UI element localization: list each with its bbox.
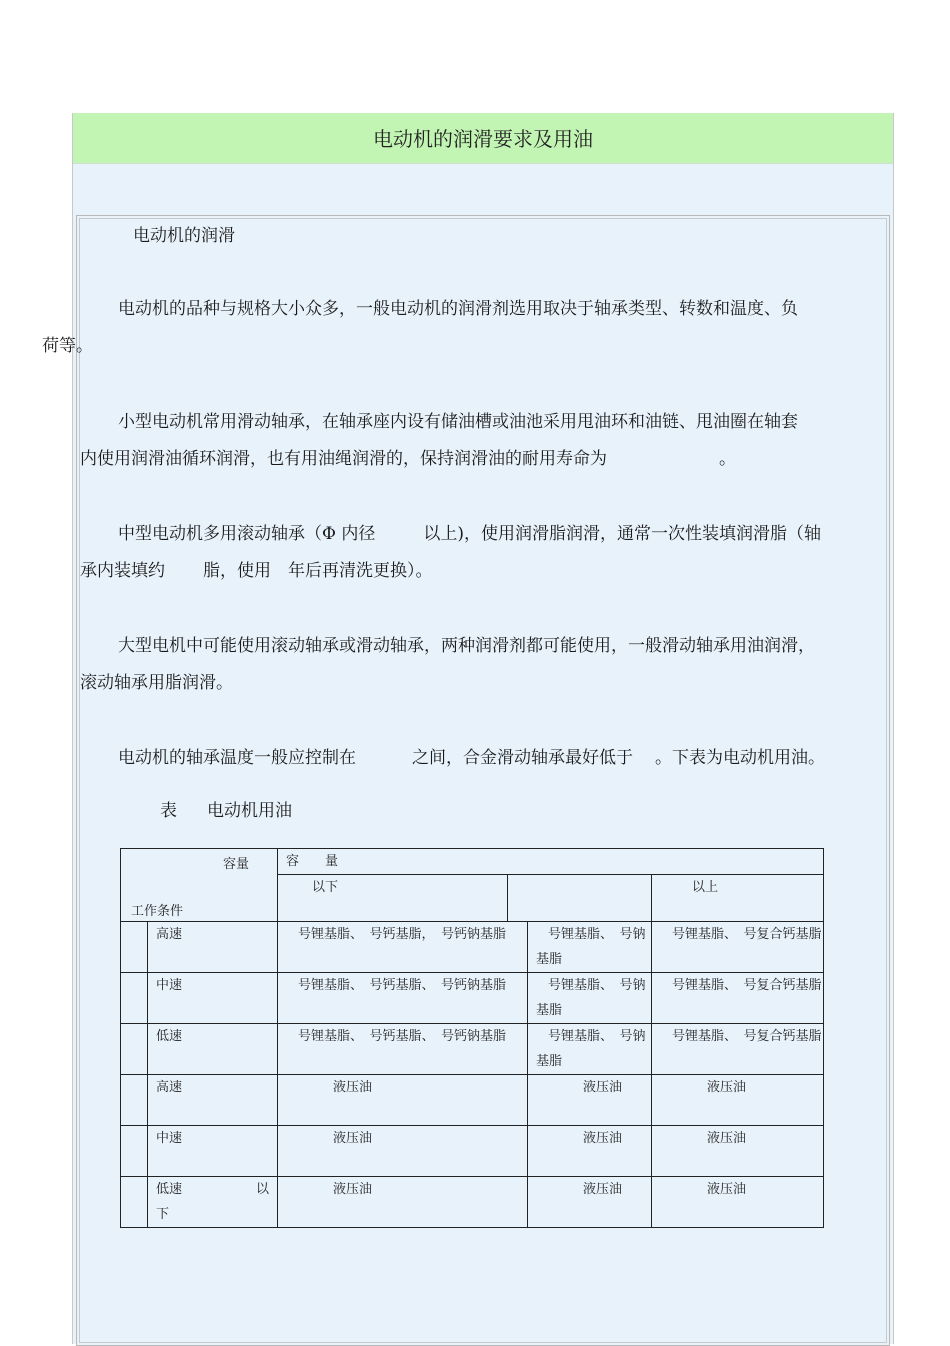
below-cell: 号锂基脂、 号钙基脂、 号钙钠基脂 (278, 973, 528, 1024)
paragraph-1-line2: 荷等。 (42, 336, 93, 356)
below-cell: 液压油 (278, 1177, 528, 1228)
paragraph-4-line1: 大型电机中可能使用滚动轴承或滑动轴承，两种润滑剂都可能使用，一般滑动轴承用油润滑， (118, 636, 815, 656)
speed-cell: 中速 (148, 973, 278, 1024)
speed-label: 低速 (156, 1182, 183, 1197)
paragraph-3-line2a: 承内装填约 (80, 561, 165, 581)
paragraph-2 (80, 404, 886, 478)
capacity-group-header: 容 量 (278, 849, 824, 875)
paragraph-3-line1a: 中型电动机多用滚动轴承（Φ 内径 (118, 524, 376, 544)
capacity-corner-label: 容量 (223, 857, 250, 872)
table-row (121, 1075, 824, 1126)
condition-corner-label: 工作条件 (131, 904, 184, 919)
column-header-above: 以上 (652, 875, 824, 922)
middle-cell: 液压油 (528, 1177, 652, 1228)
above-cell: 液压油 (652, 1177, 824, 1228)
table-caption (160, 793, 292, 830)
paragraph-5-b: 之间，合金滑动轴承最好低于 (412, 748, 633, 768)
below-cell: 液压油 (278, 1075, 528, 1126)
table-row (121, 1126, 824, 1177)
paragraph-1-line1: 电动机的品种与规格大小众多，一般电动机的润滑剂选用取决于轴承类型、转数和温度、负 (118, 299, 798, 319)
middle-cell: 号锂基脂、 号钠基脂 (528, 1024, 652, 1075)
paragraph-4-line2: 滚动轴承用脂润滑。 (80, 673, 233, 693)
row-group-cell (121, 922, 148, 973)
paragraph-3-line2b: 脂，使用 (203, 561, 271, 581)
speed-suffix: 以 (255, 1182, 269, 1197)
page-title: 电动机的润滑要求及用油 (373, 127, 593, 151)
speed-cell: 中速 (148, 1126, 278, 1177)
row-group-cell (121, 1075, 148, 1126)
paragraph-2-line2a: 内使用润滑油循环润滑，也有用油绳润滑的，保持润滑油的耐用寿命为 (80, 449, 607, 469)
above-cell: 号锂基脂、 号复合钙基脂 (652, 1024, 824, 1075)
section-heading: 电动机的润滑 (133, 226, 235, 246)
speed-cell: 高速 (148, 922, 278, 973)
speed-cell (148, 1177, 278, 1228)
above-cell: 号锂基脂、 号复合钙基脂 (652, 922, 824, 973)
paragraph-1 (42, 291, 886, 365)
paragraph-2-line2b: 。 (719, 449, 736, 469)
paragraph-3 (80, 516, 886, 590)
row-group-cell (121, 1126, 148, 1177)
table-caption-text: 电动机用油 (207, 801, 292, 821)
speed-line2: 下 (156, 1207, 170, 1222)
below-cell: 液压油 (278, 1126, 528, 1177)
speed-cell: 低速 (148, 1024, 278, 1075)
table-row (121, 1177, 824, 1228)
row-group-cell (121, 1177, 148, 1228)
above-cell: 液压油 (652, 1075, 824, 1126)
paragraph-5 (80, 740, 886, 777)
paragraph-3-line2c: 年后再清洗更换）。 (288, 561, 433, 581)
row-group-cell (121, 1024, 148, 1075)
column-header-below: 以下 (278, 875, 508, 922)
middle-cell: 液压油 (528, 1075, 652, 1126)
table-row (121, 973, 824, 1024)
table-row (121, 1024, 824, 1075)
paragraph-5-c: 。下表为电动机用油。 (655, 748, 825, 768)
motor-oil-table (120, 848, 824, 1228)
table-row (121, 922, 824, 973)
middle-cell: 号锂基脂、 号钠基脂 (528, 973, 652, 1024)
paragraph-2-line1: 小型电动机常用滑动轴承，在轴承座内设有储油槽或油池采用甩油环和油链、甩油圈在轴套 (118, 412, 798, 432)
above-cell: 液压油 (652, 1126, 824, 1177)
paragraph-5-a: 电动机的轴承温度一般应控制在 (118, 748, 356, 768)
row-group-cell (121, 973, 148, 1024)
above-cell: 号锂基脂、 号复合钙基脂 (652, 973, 824, 1024)
middle-cell: 号锂基脂、 号钠基脂 (528, 922, 652, 973)
paragraph-4 (80, 628, 886, 702)
below-cell: 号锂基脂、 号钙基脂， 号钙钠基脂 (278, 922, 528, 973)
table-corner-header (121, 849, 278, 922)
table-caption-label: 表 (160, 801, 177, 821)
below-cell: 号锂基脂、 号钙基脂、 号钙钠基脂 (278, 1024, 528, 1075)
title-bar (73, 113, 893, 164)
paragraph-3-line1b: 以上)，使用润滑脂润滑，通常一次性装填润滑脂（轴 (423, 524, 821, 544)
speed-cell: 高速 (148, 1075, 278, 1126)
column-header-middle (508, 875, 652, 922)
middle-cell: 液压油 (528, 1126, 652, 1177)
